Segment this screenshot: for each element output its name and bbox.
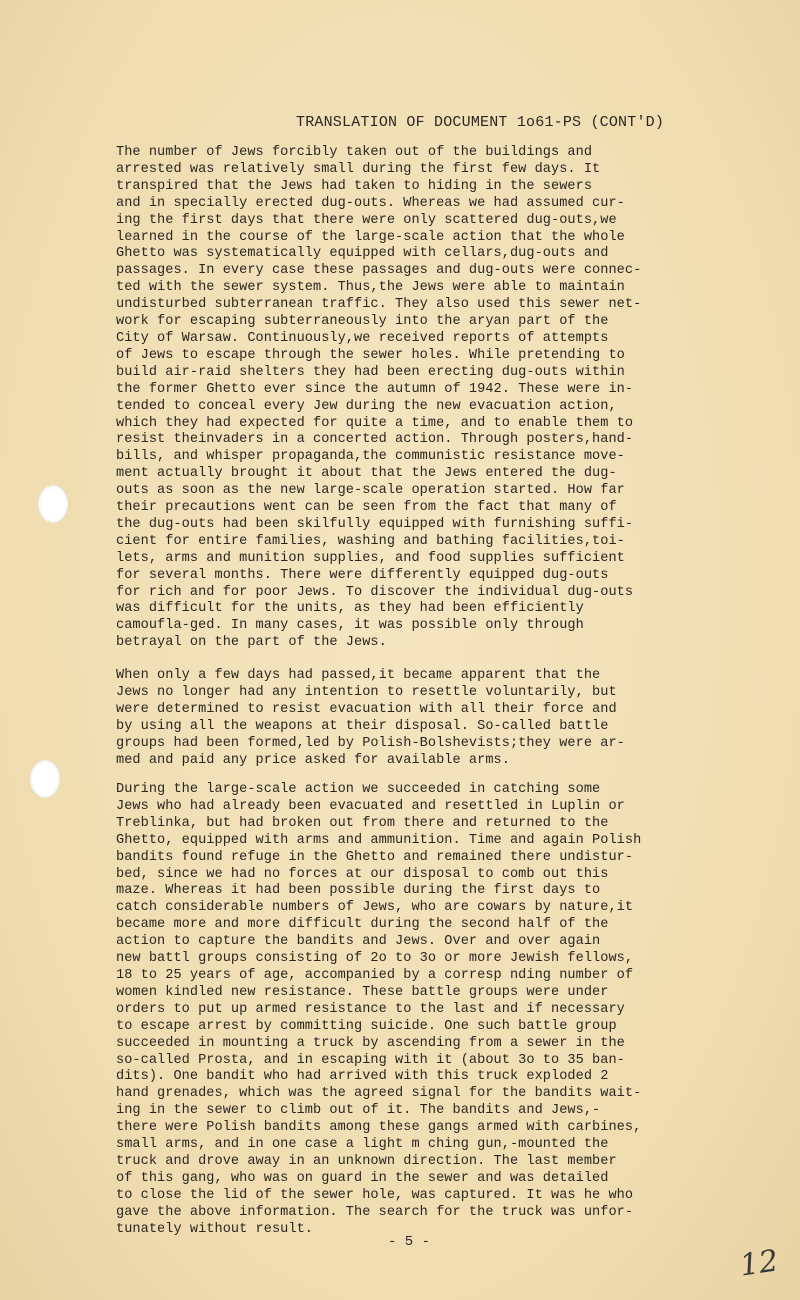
page-number: - 5 - bbox=[388, 1234, 431, 1250]
punch-hole bbox=[38, 485, 68, 523]
paragraph-large-scale-action: During the large-scale action we succeeded in catching some Jews who had already been evacuated and resettled in Luplin or Treblinka, but had broken out from there and returned to the Ghetto, equipped with arms and ammunition. Time and again Polish bandits found refuge in the Ghetto and remained there undistur- bed, since we had no forces at our disposal to comb out this maze. Whereas it had been possible during the first days to catch considerable numbers of Jews, who are cowars by nature,it became more and more difficult during the second half of the action to capture the bandits and Jews. Over and over again new battl groups consisting of 2o to 3o or more Jewish fellows, 18 to 25 years of age, accompanied by a corresp nding number of women kindled new resistance. These battle groups were under orders to put up armed resistance to the last and if necessary to escape arrest by committing suicide. One such battle group succeeded in mounting a truck by ascending from a sewer in the so-called Prosta, and in escaping with it (about 3o to 35 ban- dits). One bandit who had arrived with this truck exploded 2 hand grenades, which was the agreed signal for the bandits wait- ing in the sewer to climb out of it. The bandits and Jews,- there were Polish bandits among these gangs armed with carbines, small arms, and in one case a light m ching gun,-mounted the truck and drove away in an unknown direction. The last member of this gang, who was on guard in the sewer and was detailed to close the lid of the sewer hole, was captured. It was he who gave the above information. The search for the truck was unfor- tunately without result. bbox=[116, 782, 642, 1237]
document-header: TRANSLATION OF DOCUMENT 1o61-PS (CONT'D) bbox=[296, 114, 665, 131]
punch-hole bbox=[30, 760, 60, 798]
paragraph-battle-groups: When only a few days had passed,it became apparent that the Jews no longer had any intention to resettle voluntarily, but were determined to resist evacuation with all their force and by using all the weapons at their disposal. So-called battle groups had been formed,led by Polish-Bolshevists;they were ar- med and paid any price asked for available arms. bbox=[116, 668, 625, 768]
handwritten-page-mark: 12 bbox=[737, 1243, 781, 1284]
paragraph-dug-outs: The number of Jews forcibly taken out of the buildings and arrested was relatively small during the first few days. It transpired that the Jews had taken to hiding in the sewers and in specially erected dug-outs. Whereas we had assumed cur- ing the first days that there were only scattered dug-outs,we learned in the course of the large-scale action that the whole Ghetto was systematically equipped with cellars,dug-outs and passages. In every case these passages and dug-outs were connec- ted with the sewer system. Thus,the Jews were able to maintain undisturbed subterranean traffic. They also used this sewer net- work for escaping subterraneously into the aryan part of the City of Warsaw. Continuously,we received reports of attempts of Jews to escape through the sewer holes. While pretending to build air-raid shelters they had been erecting dug-outs within the former Ghetto ever since the autumn of 1942. These were in- tended to conceal every Jew during the new evacuation action, which they had expected for quite a time, and to enable them to resist theinvaders in a concerted action. Through posters,hand- bills, and whisper propaganda,the communistic resistance move- ment actually brought it about that the Jews entered the dug- outs as soon as the new large-scale operation started. How far their precautions went can be seen from the fact that many of the dug-outs had been skilfully equipped with furnishing suffi- cient for entire families, washing and bathing facilities,toi- lets, arms and munition supplies, and food supplies sufficient for several months. There were differently equipped dug-outs for rich and for poor Jews. To discover the individual dug-outs was difficult for the units, as they had been efficiently camoufla-ged. In many cases, it was possible only through betrayal on the part of the Jews. bbox=[116, 145, 642, 651]
